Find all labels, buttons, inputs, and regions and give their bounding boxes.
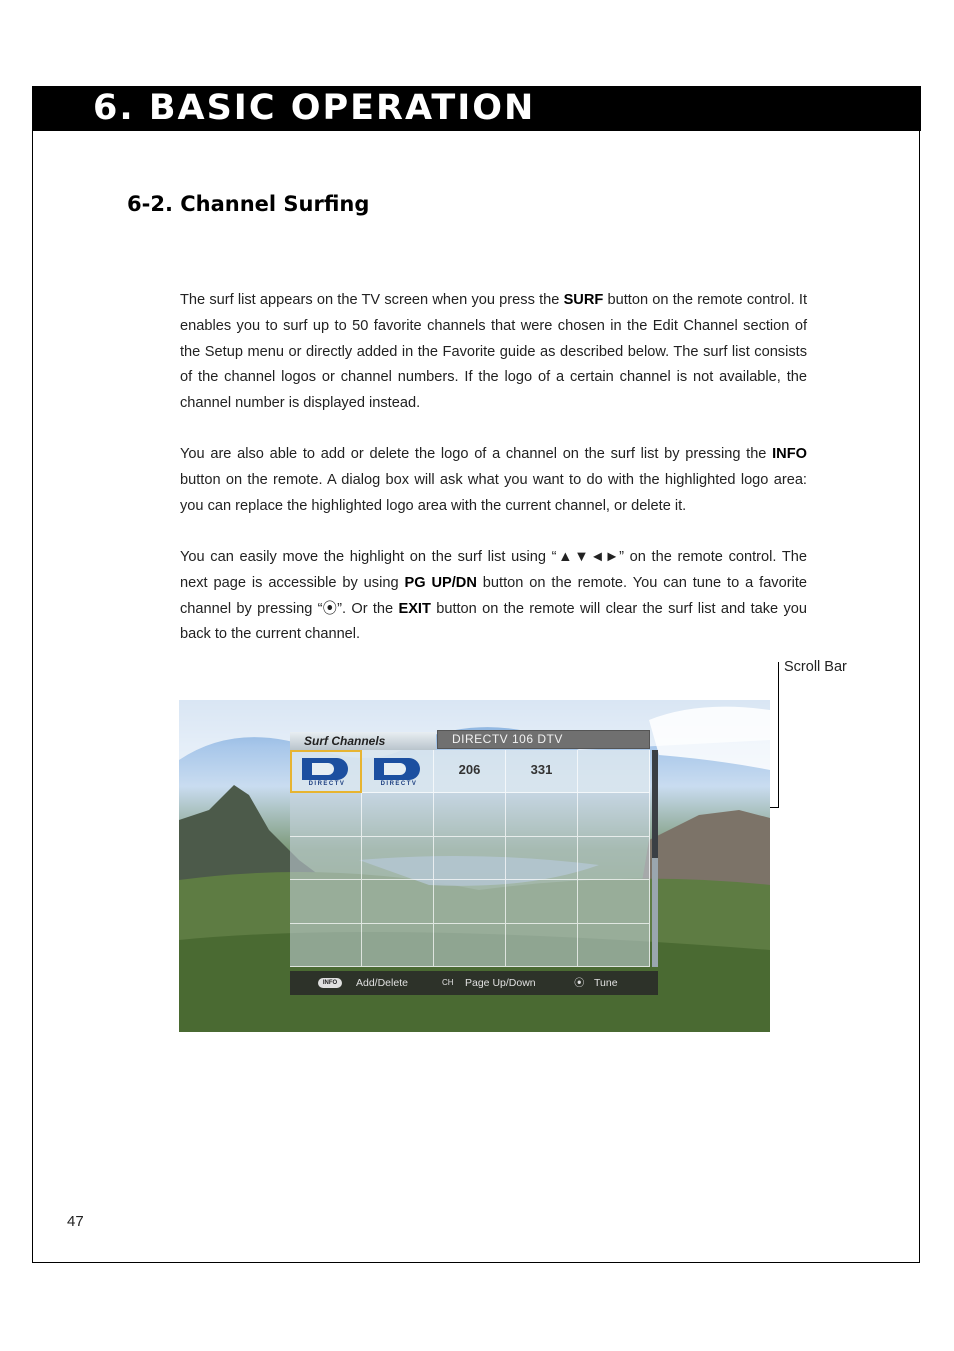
exit-keyword: EXIT xyxy=(398,600,431,617)
select-button-icon: ⦿ xyxy=(322,600,338,617)
directv-logo-icon: DIRECTV xyxy=(370,756,426,788)
tv-screenshot xyxy=(179,700,770,1032)
surf-cell[interactable] xyxy=(578,924,650,967)
page-updown-hint: Page Up/Down xyxy=(465,977,536,989)
surf-cell[interactable] xyxy=(506,793,578,836)
surf-cell[interactable] xyxy=(362,924,434,967)
surf-cell[interactable] xyxy=(290,837,362,880)
surf-cell[interactable] xyxy=(290,793,362,836)
current-channel-info: DIRECTV 106 DTV xyxy=(452,732,563,746)
surf-cell[interactable] xyxy=(362,750,434,793)
chapter-title: 6. BASIC OPERATION xyxy=(93,88,536,128)
surf-list-title: Surf Channels xyxy=(304,734,386,748)
arrow-keys-icon: ▲▼◄► xyxy=(556,549,620,565)
tune-hint: Tune xyxy=(594,977,618,989)
ch-rocker-icon: CH xyxy=(442,978,454,987)
channel-number: 206 xyxy=(458,762,481,777)
surf-cell[interactable] xyxy=(434,837,506,880)
paragraph-navigation: You can easily move the highlight on the surf list using “▲▼◄►” on the remote control. The next page is accessible by using PG UP/DN button on the remote. You can tune to a favorite channel by pressing “⦿”. Or the EXIT button on the remote will clear the surf list and take you back to the current channel. xyxy=(180,549,807,643)
surf-cell[interactable] xyxy=(290,924,362,967)
surf-cell[interactable] xyxy=(578,750,650,793)
info-button-icon: INFO xyxy=(318,978,342,988)
add-delete-hint: Add/Delete xyxy=(356,977,408,989)
scroll-thumb[interactable] xyxy=(652,750,658,858)
surf-cell[interactable] xyxy=(434,750,506,793)
surf-cell[interactable] xyxy=(434,880,506,923)
info-keyword: INFO xyxy=(772,446,807,462)
select-button-icon: ⦿ xyxy=(574,977,585,989)
section-title: 6-2. Channel Surfing xyxy=(127,192,370,216)
scroll-bar-callout-label: Scroll Bar xyxy=(784,659,847,675)
page-number: 47 xyxy=(67,1213,84,1230)
surf-list-help-bar xyxy=(290,971,658,995)
surf-cell[interactable] xyxy=(434,793,506,836)
surf-cell[interactable] xyxy=(362,837,434,880)
surf-cell[interactable] xyxy=(578,793,650,836)
surf-cell[interactable] xyxy=(434,924,506,967)
paragraph-add-delete: You are also able to add or delete the logo of a channel on the surf list by pressing the INFO button on the remote. A dialog box will ask what you want to do with the highlighted logo area: you can replace the highlighted logo area with the current channel, or delete it. xyxy=(180,446,807,514)
callout-line xyxy=(778,662,779,808)
surf-cell[interactable] xyxy=(578,880,650,923)
surf-channel-grid xyxy=(290,750,650,967)
pgupdn-keyword: PG UP/DN xyxy=(404,574,477,591)
surf-cell[interactable] xyxy=(578,837,650,880)
surf-list-overlay xyxy=(290,728,658,998)
surf-cell[interactable] xyxy=(506,750,578,793)
surf-cell[interactable] xyxy=(362,793,434,836)
surf-cell[interactable] xyxy=(290,880,362,923)
surf-keyword: SURF xyxy=(563,292,604,308)
surf-cell[interactable] xyxy=(506,837,578,880)
surf-cell[interactable] xyxy=(506,880,578,923)
directv-logo-icon: DIRECTV xyxy=(298,756,354,788)
channel-number: 331 xyxy=(530,762,553,777)
scroll-bar[interactable] xyxy=(652,750,658,967)
surf-cell[interactable] xyxy=(362,880,434,923)
paragraph-surf-list: The surf list appears on the TV screen when you press the SURF button on the remote control. It enables you to surf up to 50 favorite channels that were chosen in the Edit Channel section of the Setup menu or directly added in the Favorite guide as described below. The surf list consists of the channel logos or channel numbers. If the logo of a certain channel is not available, the channel number is displayed instead. xyxy=(180,292,808,412)
surf-cell[interactable] xyxy=(506,924,578,967)
surf-cell-selected[interactable] xyxy=(290,750,362,793)
